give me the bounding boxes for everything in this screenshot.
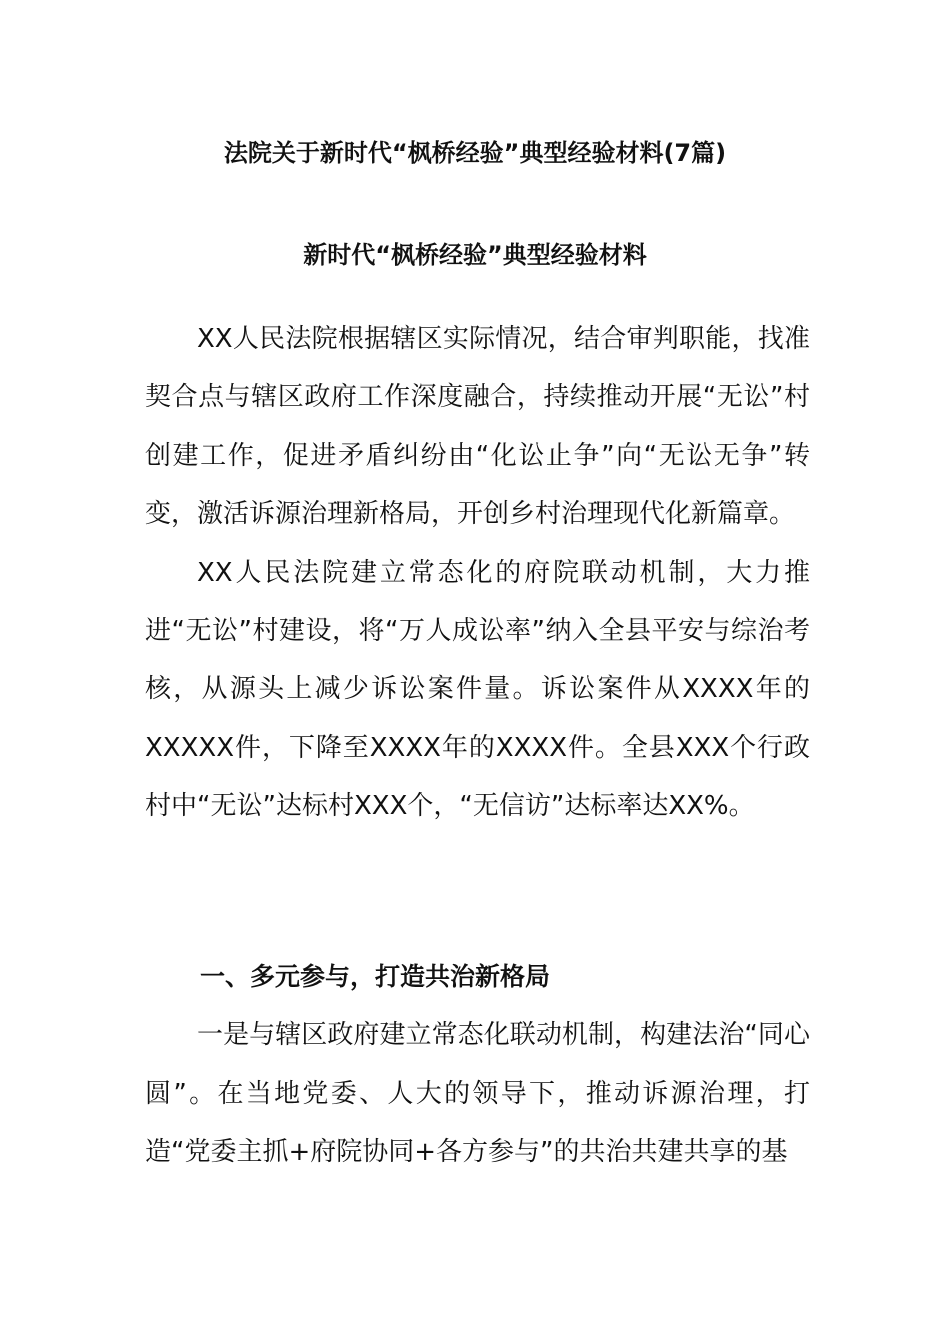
paragraph-section-one: 一是与辖区政府建立常态化联动机制，构建法治“同心圆”。在当地党委、人大的领导下，推动诉源治理，打造“党委主抓+府院协同+各方参与”的共治共建共享的基: [145, 1020, 810, 1168]
paragraph-mechanism: XX人民法院建立常态化的府院联动机制，大力推进“无讼”村建设，将“万人成讼率”纳入全县平安与综治考核，从源头上减少诉讼案件量。诉讼案件从XXXX年的XXXXX件，下降至XXXX年的XXXX件。全县XXX个行政村中“无讼”达标村XXX个，“无信访”达标率达XX%。: [145, 557, 810, 822]
document-subtitle: 新时代“枫桥经验”典型经验材料: [303, 241, 647, 269]
section-heading: 一、多元参与，打造共治新格局: [200, 962, 551, 991]
paragraph-intro: XX人民法院根据辖区实际情况，结合审判职能，找准契合点与辖区政府工作深度融合，持续推动开展“无讼”村创建工作，促进矛盾纠纷由“化讼止争”向“无讼无争”转变，激活诉源治理新格局，开创乡村治理现代化新篇章。: [145, 324, 810, 530]
intro-block: [145, 310, 810, 836]
section-one-block: [145, 948, 810, 1182]
document-title: 法院关于新时代“枫桥经验”典型经验材料(7篇): [223, 139, 727, 167]
